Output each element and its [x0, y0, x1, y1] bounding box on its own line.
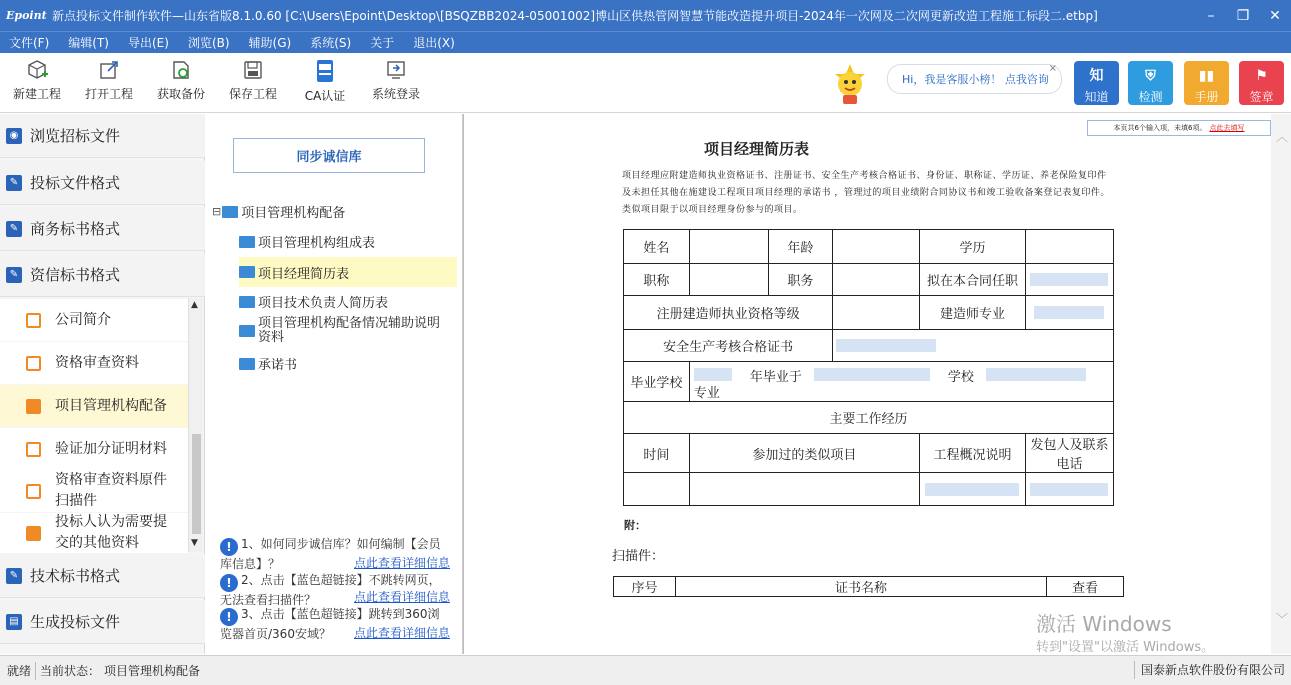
tree-root[interactable]: [212, 202, 345, 221]
input-grad-school[interactable]: [814, 368, 930, 381]
open-project-icon: [98, 59, 120, 81]
status-company: 国泰新点软件股份有限公司: [1134, 661, 1285, 679]
zhidao-icon: 知: [1089, 68, 1104, 84]
label-year-grad: 年毕业于: [749, 370, 802, 385]
activation-watermark-title: 激活 Windows: [1036, 612, 1172, 636]
col-projects: 参加过的类似项目: [689, 434, 919, 473]
get-backup-button[interactable]: [154, 59, 208, 102]
folder-icon: [239, 296, 255, 308]
sub-company-profile[interactable]: [0, 299, 188, 341]
scroll-down-icon[interactable]: ﹀: [1276, 612, 1289, 626]
info-icon: !: [220, 574, 238, 592]
tree-node-label: 项目管理机构配备情况辅助说明资料: [258, 316, 441, 345]
file-icon: ▤: [6, 614, 22, 630]
col-employer: 发包人及联系电话: [1025, 434, 1113, 473]
ca-auth-button[interactable]: [298, 59, 352, 104]
status-divider: [35, 662, 36, 680]
sync-credit-db-button[interactable]: 同步诚信库: [233, 138, 425, 173]
edit-icon: ✎: [6, 221, 22, 237]
grad-row: [689, 362, 1113, 402]
doc-icon: [26, 442, 41, 457]
label-title-rank: 职称: [624, 264, 690, 296]
input-name[interactable]: [689, 230, 768, 264]
tree-node-label: 项目经理简历表: [258, 266, 350, 282]
activation-watermark-subtitle: 转到"设置"以激活 Windows。: [1036, 640, 1215, 655]
ca-card-icon: [314, 59, 336, 83]
doc-icon: [26, 313, 41, 328]
document-viewer: [463, 114, 1291, 654]
sub-original-scans[interactable]: [0, 470, 188, 512]
menu-edit[interactable]: 编辑(T): [68, 36, 109, 50]
system-login-button[interactable]: [368, 59, 424, 102]
assistant-mascot-icon[interactable]: [828, 62, 872, 106]
check-label: 检测: [1138, 90, 1163, 104]
nav-label: 商务标书格式: [30, 220, 121, 238]
new-project-label: 新建工程: [12, 87, 61, 101]
folder-icon: [239, 266, 255, 278]
save-project-button[interactable]: [226, 59, 280, 102]
lock-icon: [26, 526, 41, 541]
folder-icon: [222, 206, 238, 218]
info-icon: !: [220, 538, 238, 556]
document-scrollbar[interactable]: [1271, 114, 1291, 654]
open-project-button[interactable]: [82, 59, 136, 102]
nav-generate-bid[interactable]: [0, 600, 205, 644]
document-note: 项目经理应附建造师执业资格证书、注册证书、安全生产考核合格证书、身份证、职称证、学历证、养老保险复印件 及未担任其他在施建设工程项目项目经理的承诺书 ，管理过的项目业绩附合同协议书和竣工验收备案登记表复印件。类似项目限于以项目经理身份参与的项目。: [622, 171, 1110, 215]
nav-label: 浏览招标文件: [30, 127, 121, 145]
window-controls: [1195, 0, 1291, 31]
tree-node-label: 项目管理机构组成表: [258, 236, 376, 251]
label-specialty: 建造师专业: [920, 296, 1026, 330]
new-project-icon: [26, 59, 48, 81]
doc-icon: [26, 399, 41, 414]
scroll-up-icon[interactable]: ▲: [191, 300, 198, 310]
tree-node-label: 项目技术负责人简历表: [258, 296, 389, 311]
minimize-button[interactable]: –: [1207, 7, 1215, 24]
sub-qualification[interactable]: [0, 342, 188, 384]
status-current-value: 项目管理机构配备: [104, 664, 201, 678]
attach-label: 附：: [624, 519, 646, 532]
zhidao-label: 知道: [1084, 90, 1109, 104]
fill-notice-text: 本页共6个输入项，未填6项。: [1113, 124, 1207, 132]
label-position: 职务: [768, 264, 833, 296]
edit-icon: ✎: [6, 568, 22, 584]
sub-other-materials[interactable]: [0, 513, 188, 553]
col-time: 时间: [624, 434, 690, 473]
zhidao-tile[interactable]: [1074, 61, 1119, 105]
login-icon: [385, 59, 407, 81]
backup-icon: [170, 59, 192, 81]
label-school: 学校: [947, 370, 974, 385]
manual-label: 手册: [1194, 90, 1219, 104]
sub-label: 公司简介: [55, 311, 111, 328]
input-employer[interactable]: [1025, 473, 1113, 506]
help-link[interactable]: 点此查看详细信息: [353, 590, 450, 604]
col-overview: 工程概况说明: [920, 434, 1026, 473]
input-projects[interactable]: [689, 473, 919, 506]
menu-assist[interactable]: 辅助(G): [248, 36, 292, 50]
nav-label: 资信标书格式: [30, 266, 121, 284]
check-tile[interactable]: [1128, 61, 1173, 105]
scan-col-cert: 证书名称: [675, 577, 1046, 597]
input-education[interactable]: [1025, 230, 1113, 264]
manual-tile[interactable]: [1184, 61, 1229, 105]
tree-panel: [206, 114, 463, 654]
nav-technical-format[interactable]: [0, 554, 205, 598]
folder-icon: [239, 358, 255, 370]
label-major: 专业: [693, 386, 720, 401]
ca-auth-label: CA认证: [304, 89, 346, 103]
nav-label: 投标文件格式: [30, 174, 121, 192]
label-name: 姓名: [624, 230, 690, 264]
system-login-label: 系统登录: [371, 87, 420, 101]
fill-notice-link[interactable]: 点此去填写: [1209, 124, 1245, 132]
scroll-down-icon[interactable]: ▼: [191, 538, 198, 548]
menu-about[interactable]: 关于: [370, 36, 395, 50]
shield-icon: ⛨: [1145, 68, 1156, 84]
label-reg-level: 注册建造师执业资格等级: [624, 296, 833, 330]
tree-node[interactable]: [239, 232, 375, 251]
label-age: 年龄: [768, 230, 833, 264]
document-title: 项目经理简历表: [704, 140, 810, 158]
nav-credit-format[interactable]: [0, 253, 205, 297]
save-project-label: 保存工程: [228, 87, 277, 101]
status-ready: 就绪: [7, 664, 32, 678]
help-tip-text: 2、点击【蓝色超链接】不跳转网页，无法查看扫描件？: [220, 573, 441, 607]
title-bar: [0, 0, 1291, 31]
left-navigation: [0, 114, 205, 654]
status-current-label: 当前状态：: [40, 664, 101, 678]
sub-label: 资格审查资料原件扫描件: [55, 472, 167, 509]
scroll-thumb[interactable]: [192, 434, 201, 534]
sub-label: 资格审查资料: [55, 354, 139, 371]
info-icon: !: [220, 608, 238, 626]
input-position[interactable]: [833, 264, 920, 296]
tree-node[interactable]: [239, 317, 444, 345]
eye-icon: ◉: [6, 128, 22, 144]
label-proposed-role: 拟在本合同任职: [920, 264, 1026, 296]
restore-button[interactable]: ❐: [1236, 7, 1250, 24]
get-backup-label: 获取备份: [156, 87, 205, 101]
input-reg-level[interactable]: [833, 296, 920, 330]
scan-col-view: 查看: [1047, 577, 1124, 597]
save-icon: [242, 59, 264, 81]
fill-notice: [1087, 120, 1271, 136]
help-tip-text: 3、点击【蓝色超链接】跳转到360浏览器首页/360安域？: [220, 607, 440, 641]
help-link[interactable]: 点此查看详细信息: [353, 626, 450, 640]
sub-label: 投标人认为需要提交的其他资料: [55, 514, 167, 551]
doc-icon: [26, 356, 41, 371]
nav-business-format[interactable]: [0, 207, 205, 251]
new-project-button[interactable]: [10, 59, 64, 102]
input-age[interactable]: [833, 230, 920, 264]
tree-root-label: 项目管理机构配备: [241, 206, 346, 221]
label-safety-cert: 安全生产考核合格证书: [624, 330, 833, 362]
menu-bar: [0, 31, 1291, 53]
label-education: 学历: [920, 230, 1026, 264]
input-grad-year[interactable]: [694, 368, 732, 381]
menu-exit[interactable]: 退出(X): [413, 36, 455, 50]
nav-label: 技术标书格式: [30, 567, 121, 585]
input-title-rank[interactable]: [689, 264, 768, 296]
status-bar: [0, 655, 1291, 685]
assistant-bubble[interactable]: [887, 64, 1062, 94]
input-safety-cert[interactable]: [833, 330, 1114, 362]
scroll-up-icon[interactable]: ︿: [1276, 130, 1289, 144]
label-grad-school: 毕业学校: [624, 362, 690, 402]
input-time[interactable]: [624, 473, 690, 506]
bubble-close-icon[interactable]: ×: [1048, 63, 1057, 74]
sub-project-management[interactable]: [0, 385, 188, 427]
label-work-exp: 主要工作经历: [624, 402, 1114, 434]
menu-system[interactable]: 系统(S): [310, 36, 352, 50]
edit-icon: ✎: [6, 267, 22, 283]
scan-col-index: 序号: [614, 577, 676, 597]
help-tip-text: 1、如何同步诚信库？如何编制【会员库信息】？: [220, 537, 441, 571]
app-logo: Epoint: [6, 9, 47, 22]
tree-node-selected[interactable]: [239, 257, 457, 287]
resume-table: [623, 229, 1114, 506]
input-proposed-role[interactable]: [1025, 264, 1113, 296]
seal-tile[interactable]: [1239, 61, 1284, 105]
sub-bonus-proof[interactable]: [0, 428, 188, 470]
toolbar: [0, 53, 1291, 113]
seal-label: 签章: [1249, 90, 1274, 104]
window-title: 新点投标文件制作软件—山东省版8.1.0.60 [C:\Users\Epoint\Desktop\[BSQZBB2024-05001002]博山区供热管网智慧节能改造提升项目-2024年一次网及二次网更新改造工程施工标段二.etbp]: [52, 9, 1098, 23]
sublist-scrollbar[interactable]: [188, 298, 203, 552]
scan-table: [613, 576, 1124, 597]
sub-label: 验证加分证明材料: [55, 440, 167, 457]
collapse-icon[interactable]: ⊟: [212, 205, 222, 218]
book-icon: ▮▮: [1198, 68, 1215, 84]
help-link[interactable]: 点此查看详细信息: [353, 556, 450, 570]
help-tip: [220, 572, 450, 606]
help-tip: [220, 536, 450, 572]
stamp-icon: ⚑: [1255, 68, 1268, 84]
menu-file[interactable]: 文件(F): [9, 36, 50, 50]
sub-label: 项目管理机构配备: [55, 397, 167, 414]
edit-icon: ✎: [6, 175, 22, 191]
input-overview[interactable]: [920, 473, 1026, 506]
tree-node-label: 承诺书: [258, 358, 298, 373]
menu-export[interactable]: 导出(E): [127, 36, 169, 50]
help-tip: [220, 606, 450, 642]
menu-browse[interactable]: 浏览(B): [187, 36, 230, 50]
nav-bid-format[interactable]: [0, 161, 205, 205]
nav-browse-tender[interactable]: [0, 114, 205, 158]
tree-node[interactable]: [239, 292, 388, 311]
search-doc-icon: [26, 484, 41, 499]
scan-label: 扫描件：: [612, 549, 665, 564]
close-button[interactable]: ✕: [1269, 7, 1281, 24]
assistant-bubble-text: Hi，我是客服小榜！ 点我咨询: [902, 73, 1049, 86]
tree-node[interactable]: [239, 354, 297, 373]
folder-icon: [239, 236, 255, 248]
nav-label: 生成投标文件: [30, 613, 121, 631]
input-major[interactable]: [986, 368, 1086, 381]
open-project-label: 打开工程: [84, 87, 133, 101]
input-specialty[interactable]: [1025, 296, 1113, 330]
folder-icon: [239, 325, 255, 337]
